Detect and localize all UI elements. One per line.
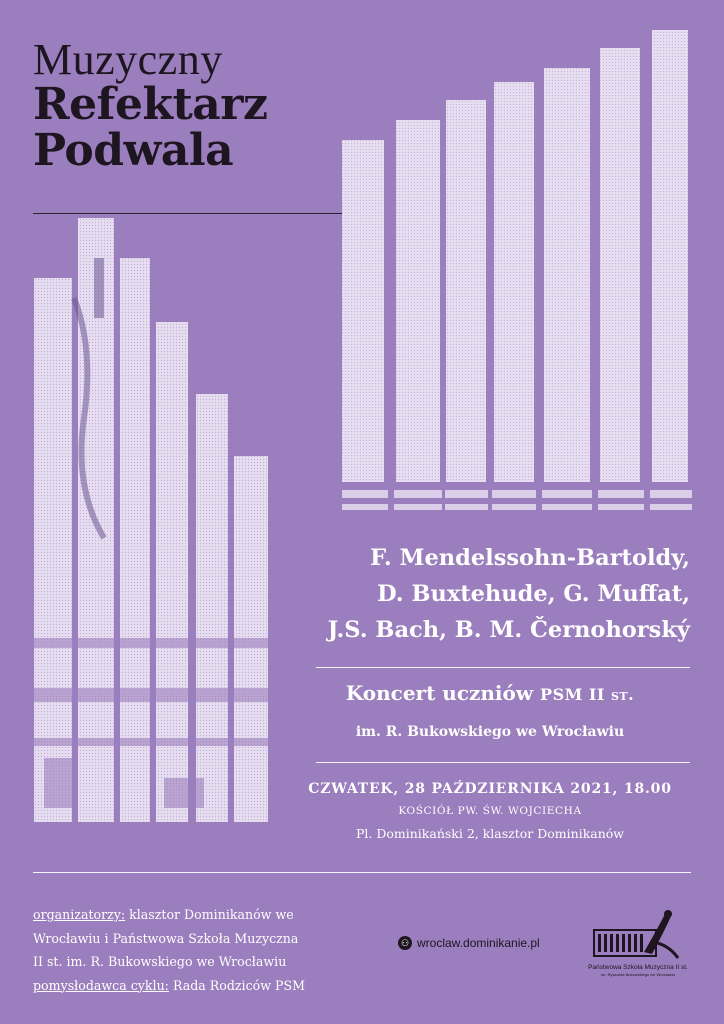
footer-divider xyxy=(33,872,691,873)
school-name: Państwowa Szkoła Muzyczna II st. xyxy=(588,964,688,971)
website-link[interactable] xyxy=(398,936,540,950)
idea-psm: PSM xyxy=(275,977,306,993)
concert-title xyxy=(290,681,690,705)
title-line-1: Muzyczny xyxy=(33,35,223,84)
program-divider xyxy=(316,667,690,668)
organizers-block xyxy=(33,903,373,997)
event-venue: KOŚCIÓŁ PW. ŚW. WOJCIECHA xyxy=(398,805,582,817)
event-divider xyxy=(316,762,690,763)
composers-list xyxy=(290,540,690,648)
school-subname: im. Ryszarda Bukowskiego we Wrocławiu xyxy=(601,972,675,977)
concert-subtitle: im. R. Bukowskiego we Wrocławiu xyxy=(355,724,625,740)
composers-line-1: F. Mendelssohn-Bartoldy, xyxy=(370,545,690,571)
organ-pipes-left-illustration xyxy=(34,218,272,822)
idea-text: Rada Rodziców xyxy=(168,977,271,993)
organizers-text-1: klasztor Dominikanów we xyxy=(125,907,294,922)
composers-line-3: J.S. Bach, B. M. Černohorský xyxy=(327,617,690,643)
concert-title-main: Koncert uczniów xyxy=(345,681,534,705)
title-divider xyxy=(33,213,363,214)
organizers-label: organizatorzy: xyxy=(33,907,126,922)
idea-label: pomysłodawca cyklu: xyxy=(33,977,169,993)
composers-line-2: D. Buxtehude, G. Muffat, xyxy=(377,581,690,607)
event-address: Pl. Dominikański 2, klasztor Dominikanów xyxy=(355,826,624,841)
organizers-text-3: II st. im. R. Bukowskiego we Wrocławiu xyxy=(33,954,287,969)
website-url: wroclaw.dominikanie.pl xyxy=(417,936,540,950)
organ-pipes-right-illustration xyxy=(338,28,696,518)
concert-title-psm: PSM II st. xyxy=(540,685,635,704)
website-globe-icon: ⚇ xyxy=(398,936,412,950)
title-line-2: Refektarz xyxy=(33,79,268,130)
event-date: CZWATEK, 28 PAŹDZIERNIKA 2021, 18.00 xyxy=(308,781,672,797)
event-series-title xyxy=(33,35,268,177)
title-line-3: Podwala xyxy=(33,125,234,177)
organizers-text-2: Wrocławiu i Państwowa Szkoła Muzyczna xyxy=(33,930,299,946)
